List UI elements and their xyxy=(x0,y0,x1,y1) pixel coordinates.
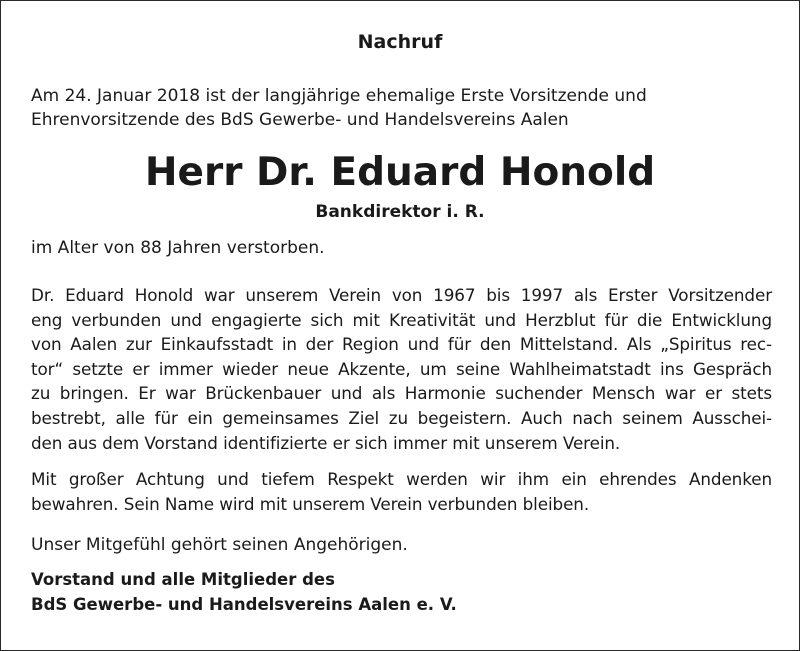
bio-line: zu bringen. Er war Brückenbauer und als Harmonie suchender Mensch war er stets xyxy=(31,383,772,404)
age-line: im Alter von 88 Jahren verstorben. xyxy=(31,238,325,258)
bio-line: von Aalen zur Einkaufsstadt in der Region und für den Mittelstand. Als „Spiritus rec- xyxy=(31,334,772,355)
intro-line-2: Ehrenvorsitzende des BdS Gewerbe- und Handelsvereins Aalen xyxy=(31,110,569,130)
condolence-line: Unser Mitgefühl gehört seinen Angehörigen. xyxy=(31,535,408,555)
bio-line: bestrebt, alle für ein gemeinsames Ziel zu begeistern. Auch nach seinem Ausschei- xyxy=(31,407,772,428)
notice-heading: Nachruf xyxy=(357,31,443,53)
bio-line: Dr. Eduard Honold war unserem Verein von 1967 bis 1997 als Erster Vorsitzender xyxy=(31,285,772,305)
deceased-name: Herr Dr. Eduard Honold xyxy=(144,150,656,195)
deceased-title: Bankdirektor i. R. xyxy=(315,202,485,222)
respect-line: Mit großer Achtung und tiefem Respekt werden wir ihm ein ehrendes Andenken xyxy=(31,469,772,489)
bio-line: den aus dem Vorstand identifizierte er sich immer mit unserem Verein. xyxy=(31,432,621,453)
bio-line: tor“ setzte er immer wieder neue Akzente, um seine Wahlheimatstadt ins Gespräch xyxy=(31,358,772,379)
biography-paragraph xyxy=(31,283,772,455)
signature-line-2: BdS Gewerbe- und Handelsvereins Aalen e. V. xyxy=(31,595,457,614)
signature-line-1: Vorstand und alle Mitglieder des xyxy=(31,570,335,589)
intro-line-1: Am 24. Januar 2018 ist der langjährige ehemalige Erste Vorsitzende und xyxy=(31,86,647,106)
respect-paragraph xyxy=(31,467,772,516)
bio-line: eng verbunden und engagierte sich mit Kreativität und Herzblut für die Entwicklung xyxy=(31,309,772,330)
respect-line: bewahren. Sein Name wird mit unserem Verein verbunden bleiben. xyxy=(31,493,590,514)
